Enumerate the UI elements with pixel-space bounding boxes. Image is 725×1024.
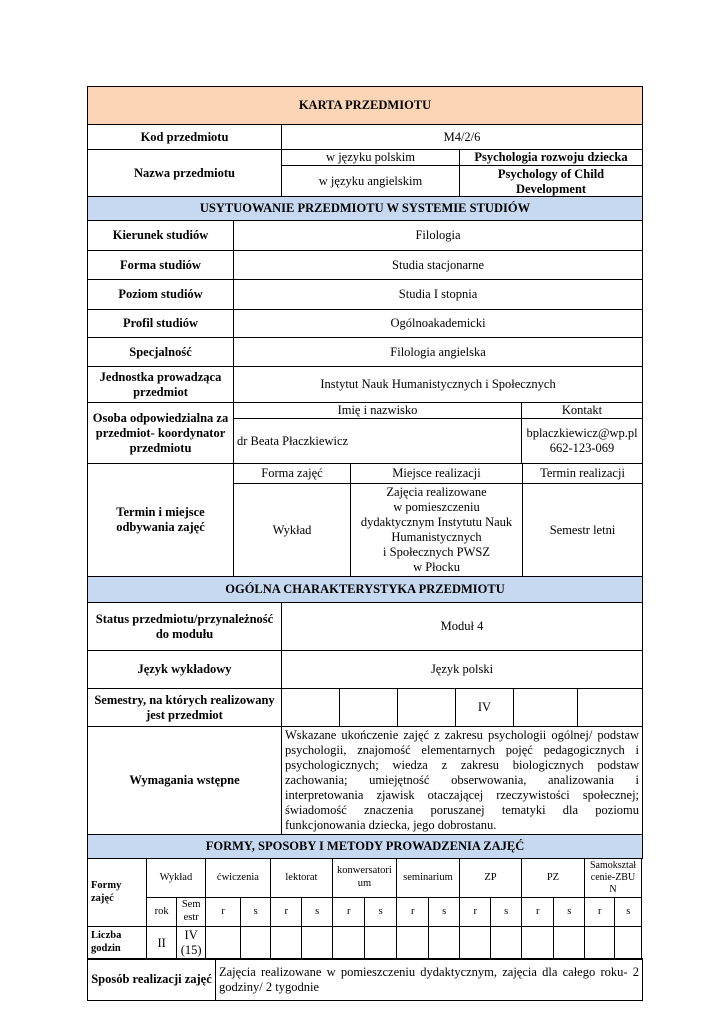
forma-zajec-header: Forma zajęć [234,464,351,484]
poziom-label: Poziom studiów [88,280,234,310]
wymagania-value: Wskazane ukończenie zajęć z zakresu psychologii ogólnej/ podstaw psychologii, znajomość elementarnych pojęć pedagogicznych i psychologicznych; wiedza z zakresu biologicznych podstaw zachowania; umiejętność obserwowania, analizowania i interpretowania zjawisk otaczającej rzeczywistości społecznej; świadomość znaczenia poruszanej tematyki dla poziomu funkcjonowania dziecka, jego dobrostanu. [282,727,643,835]
sub-s: s [491,898,522,927]
formy-label: Formy zajęć [88,859,147,927]
sub-r: r [205,898,241,927]
termin-table [87,463,643,577]
card-title: KARTA PRZEDMIOTU [88,87,643,125]
nazwa-pl-value: Psychologia rozwoju dziecka [460,150,643,166]
liczba-label: Liczba godzin [88,927,147,960]
nazwa-en-label: w języku angielskim [282,166,460,198]
liczba-cell [205,927,241,960]
type-cwiczenia: ćwiczenia [205,859,270,898]
semestr-cell [282,689,340,727]
kod-label: Kod przedmiotu [88,125,282,150]
semestry-label: Semestry, na których realizowany jest przedmiot [88,689,282,727]
sub-r: r [459,898,491,927]
type-samoksztalcenie: Samokształcenie-ZBUN [584,859,641,898]
jezyk-label: Język wykładowy [88,651,282,689]
formy-header: FORMY, SPOSOBY I METODY PROWADZENIA ZAJĘĆ [88,835,643,859]
sub-r: r [396,898,429,927]
miejsce-value [351,484,523,577]
sub-r: r [521,898,554,927]
osoba-name-header: Imię i nazwisko [234,403,522,419]
semestr-cell [340,689,398,727]
usytuowanie-header: USYTUOWANIE PRZEDMIOTU W SYSTEMIE STUDIÓW [88,197,643,221]
sub-semestr: Semestr [177,898,205,927]
status-label: Status przedmiotu/przynależność do modułu [88,603,282,651]
type-zp: ZP [459,859,521,898]
liczba-cell [302,927,333,960]
jezyk-value: Język polski [282,651,643,689]
type-pz: PZ [521,859,584,898]
sposob-value: Zajęcia realizowane w pomieszczeniu dydaktycznym, zajęcia dla całego roku- 2 godziny/ 2 tygodnie [216,959,643,1001]
ogolna-header-table [87,576,643,603]
sposob-table [87,958,643,1001]
jednostka-label: Jednostka prowadząca przedmiot [88,367,234,403]
sub-s: s [241,898,270,927]
osoba-phone: 662-123-069 [549,441,615,455]
osoba-name: dr Beata Płaczkiewicz [234,419,522,464]
sub-s: s [429,898,460,927]
semestr-cell [514,689,578,727]
miejsce-line: w Płocku [413,560,460,574]
liczba-rok: II [146,927,176,960]
sub-s: s [302,898,333,927]
osoba-email: bplaczkiewicz@wp.pl [526,426,638,440]
kierunek-label: Kierunek studiów [88,221,234,251]
liczba-cell [459,927,491,960]
profil-value: Ogólnoakademicki [234,310,643,338]
formy-table [87,858,642,960]
liczba-cell [365,927,397,960]
osoba-contact-header: Kontakt [522,403,643,419]
miejsce-header: Miejsce realizacji [351,464,523,484]
kierunek-value: Filologia [234,221,643,251]
termin-header: Termin realizacji [523,464,643,484]
miejsce-line: Zajęcia realizowane [386,485,487,499]
liczba-cell [241,927,270,960]
type-seminarium: seminarium [396,859,459,898]
forma-zajec-value: Wykład [234,484,351,577]
forma-studiow-label: Forma studiów [88,251,234,280]
nazwa-pl-label: w języku polskim [282,150,460,166]
nazwa-en-value: Psychology of Child Development [460,166,643,198]
jednostka-value: Instytut Nauk Humanistycznych i Społecznych [234,367,643,403]
semestr-cell [398,689,456,727]
miejsce-line: dydaktycznym Instytutu Nauk [360,515,513,529]
sub-r: r [332,898,365,927]
specjalnosc-value: Filologia angielska [234,338,643,367]
sub-s: s [554,898,585,927]
wymagania-label: Wymagania wstępne [88,727,282,835]
title-table [87,86,643,125]
kod-nazwa-table [87,124,643,198]
semestr-cell: IV [456,689,514,727]
osoba-contact [522,419,643,464]
sub-s: s [615,898,642,927]
formy-header-table [87,834,643,859]
forma-studiow-value: Studia stacjonarne [234,251,643,280]
liczba-cell [429,927,460,960]
sub-r: r [584,898,614,927]
poziom-value: Studia I stopnia [234,280,643,310]
ogolna-table [87,602,643,835]
usytuowanie-header-table [87,196,643,221]
type-konwersatorium: konwersatorium [332,859,396,898]
liczba-cell [270,927,302,960]
liczba-cell [521,927,554,960]
liczba-cell [554,927,585,960]
ogolna-header: OGÓLNA CHARAKTERYSTYKA PRZEDMIOTU [88,577,643,603]
type-wyklad: Wykład [146,859,205,898]
status-value: Moduł 4 [282,603,643,651]
sub-s: s [365,898,397,927]
miejsce-line: Humanistycznych [391,530,482,544]
termin-value: Semestr letni [523,484,643,577]
sposob-label: Sposób realizacji zajęć [88,959,216,1001]
liczba-cell [491,927,522,960]
profil-label: Profil studiów [88,310,234,338]
usytuowanie-table [87,220,643,464]
sub-r: r [270,898,302,927]
miejsce-line: i Społecznych PWSZ [383,545,490,559]
termin-label: Termin i miejsce odbywania zajęć [88,464,234,577]
type-lektorat: lektorat [270,859,332,898]
liczba-cell [615,927,642,960]
sub-rok: rok [146,898,176,927]
kod-value: M4/2/6 [282,125,643,150]
semestr-cell [578,689,643,727]
osoba-label: Osoba odpowiedzialna za przedmiot- koordynator przedmiotu [88,403,234,464]
liczba-cell [332,927,365,960]
liczba-sem: IV (15) [177,927,205,960]
miejsce-line: w pomieszczeniu [393,500,480,514]
nazwa-label: Nazwa przedmiotu [88,150,282,198]
liczba-cell [396,927,429,960]
specjalnosc-label: Specjalność [88,338,234,367]
liczba-cell [584,927,614,960]
